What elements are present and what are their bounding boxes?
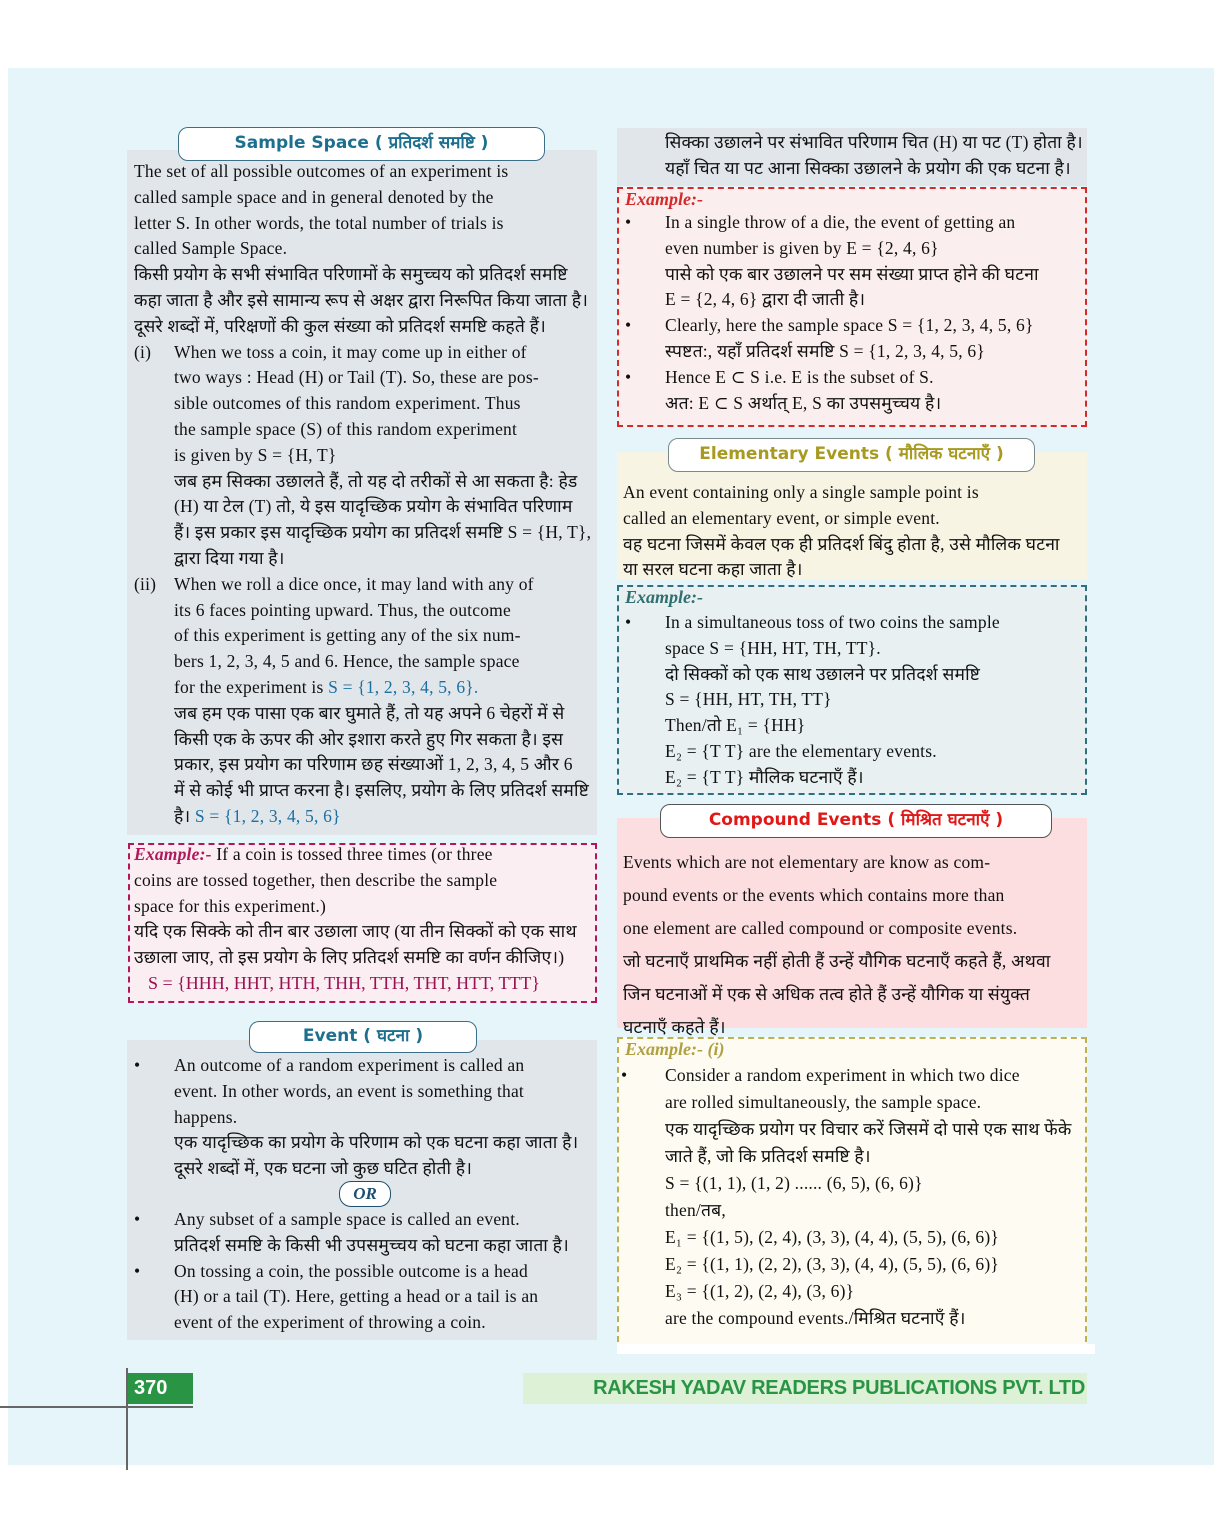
list-marker: (ii) — [134, 573, 157, 594]
text-line — [134, 159, 596, 185]
line-text: are the compound events./मिश्रित घटनाएँ हैं। — [665, 1308, 966, 1328]
event-heading: Event ( घटना ) — [249, 1021, 477, 1053]
line-text: called sample space and in general denoted by the — [134, 186, 494, 207]
text-line — [617, 287, 1085, 313]
bullet-icon: • — [134, 1209, 141, 1229]
text-line — [134, 236, 596, 262]
line-text: यहाँ चित या पट आना सिक्का उछालने के प्रयोग की एक घटना है। — [665, 157, 1071, 178]
text-line — [134, 623, 596, 649]
text-line — [134, 1259, 596, 1285]
text-line — [617, 262, 1085, 288]
text-line — [134, 701, 596, 727]
text-line — [623, 557, 1085, 583]
line-text: हैं। इस प्रकार इस यादृच्छिक प्रयोग का प्रतिदर्श समष्टि S = {H, T}, — [174, 522, 592, 543]
coins-example-text — [617, 610, 1085, 791]
line-text: S = {(1, 1), (1, 2) ...... (6, 5), (6, 6)} — [665, 1173, 923, 1193]
text-line — [623, 480, 1085, 506]
line-text: then/तब, — [665, 1200, 726, 1220]
text-line — [617, 236, 1085, 262]
line-text: called Sample Space. — [134, 238, 288, 259]
text-line — [134, 868, 596, 894]
text-line — [134, 546, 596, 572]
text-line — [134, 1053, 596, 1079]
line-text: Any subset of a sample space is called an event. — [174, 1209, 520, 1229]
text-line — [134, 649, 596, 675]
line-text: दो सिक्कों को एक साथ उछालने पर प्रतिदर्श समष्टि — [665, 663, 981, 684]
line-text: Hence E ⊂ S i.e. E is the subset of S. — [665, 366, 934, 387]
line-text: E₁ = {(1, 5), (2, 4), (3, 3), (4, 4), (5, 5), (6, 6)} — [665, 1227, 999, 1247]
line-text: प्रकार, इस प्रयोग का परिणाम छह संख्याओं 1, 2, 3, 4, 5 और 6 — [174, 754, 573, 775]
line-text: In a single throw of a die, the event of getting an — [665, 212, 1016, 232]
line-text: On tossing a coin, the possible outcome is a head — [174, 1260, 528, 1281]
line-text: दूसरे शब्दों में, एक घटना जो कुछ घटित होती है। — [174, 1158, 473, 1179]
line-text: Consider a random experiment in which two dice — [665, 1065, 1020, 1085]
line-text: If a coin is tossed three times (or three — [211, 844, 493, 864]
line-text: event of the experiment of throwing a coin. — [174, 1312, 486, 1333]
line-text: called an elementary event, or simple event. — [623, 507, 940, 528]
or-badge: OR — [339, 1181, 391, 1207]
text-line — [623, 846, 1085, 879]
sample-space-heading: Sample Space ( प्रतिदर्श समष्टि ) — [178, 127, 545, 161]
bullet-icon: • — [625, 612, 632, 632]
text-line — [134, 894, 596, 920]
publisher-banner: RAKESH YADAV READERS PUBLICATIONS PVT. LTD — [523, 1373, 1087, 1404]
text-line — [134, 469, 596, 495]
text-line — [134, 945, 596, 971]
text-line — [134, 1130, 596, 1156]
text-line — [134, 391, 596, 417]
line-text: जाते हैं, जो कि प्रतिदर्श समष्टि है। — [665, 1146, 871, 1166]
line-text: (H) or a tail (T). Here, getting a head or a tail is an — [174, 1286, 539, 1307]
coin-example-text — [134, 842, 596, 971]
line-text: कहा जाता है और इसे सामान्य रूप से अक्षर द्वारा निरूपित किया जाता है। — [134, 289, 589, 310]
text-line — [134, 494, 596, 520]
text-line — [617, 1197, 1085, 1224]
text-line — [665, 130, 1085, 156]
text-line — [617, 210, 1085, 236]
highlighted-set: S = {1, 2, 3, 4, 5, 6} — [194, 805, 341, 826]
example-label: Example:- — [134, 844, 212, 864]
line-text: bers 1, 2, 3, 4, 5 and 6. Hence, the sample space — [174, 651, 520, 672]
text-line — [134, 804, 596, 830]
list-marker: (i) — [134, 341, 152, 362]
line-text: event. In other words, an event is something that — [174, 1080, 524, 1101]
text-line — [134, 443, 596, 469]
coin-example-answer: S = {HHH, HHT, HTH, THH, TTH, THT, HTT, TTT} — [148, 973, 541, 993]
line-text: space S = {HH, HT, TH, TT}. — [665, 637, 881, 658]
crop-mark-horizontal — [0, 1406, 193, 1408]
line-text: even number is given by E = {2, 4, 6} — [665, 237, 939, 258]
text-line — [134, 1284, 596, 1310]
line-text: of this experiment is getting any of the six num- — [174, 625, 521, 646]
line-text: किसी एक के ऊपर की ओर इशारा करते हुए गिर सकता है। इस — [174, 728, 564, 749]
text-line — [617, 739, 1085, 765]
line-text: When we toss a coin, it may come up in either of — [174, 341, 527, 362]
text-line — [617, 662, 1085, 688]
line-text: In a simultaneous toss of two coins the sample — [665, 612, 1000, 632]
line-text: E₂ = {T T} मौलिक घटनाएँ हैं। — [665, 766, 864, 787]
text-line — [617, 1278, 1085, 1305]
text-line — [617, 391, 1085, 417]
text-line — [617, 636, 1085, 662]
line-text: letter S. In other words, the total number of trials is — [134, 212, 504, 233]
text-line — [134, 314, 596, 340]
line-text: सिक्का उछालने पर संभावित परिणाम चित (H) या पट (T) होता है। — [665, 132, 1083, 152]
text-line — [134, 1310, 596, 1336]
text-line — [134, 572, 596, 598]
bullet-icon: • — [134, 1055, 141, 1075]
text-line — [134, 778, 596, 804]
sample-space-text — [134, 159, 596, 830]
text-line — [623, 912, 1085, 945]
event-text — [134, 1053, 596, 1182]
line-text: An event containing only a single sample point is — [623, 482, 979, 502]
die-example-text — [617, 210, 1085, 416]
line-text: for the experiment is — [174, 676, 329, 697]
text-line — [617, 1062, 1085, 1089]
text-line — [617, 1170, 1085, 1197]
text-line — [134, 262, 596, 288]
text-line — [623, 978, 1085, 1011]
text-line — [617, 1116, 1085, 1143]
coin-event-text — [665, 130, 1085, 182]
text-line — [134, 598, 596, 624]
line-text: यदि एक सिक्के को तीन बार उछाला जाए (या तीन सिक्कों को एक साथ — [134, 921, 577, 942]
text-line — [617, 1089, 1085, 1116]
line-text: An outcome of a random experiment is called an — [174, 1055, 525, 1075]
line-text: (H) या टेल (T) तो, ये इस यादृच्छिक प्रयोग के संभावित परिणाम — [174, 496, 573, 517]
line-text: pound events or the events which contains more than — [623, 885, 1005, 905]
text-line — [134, 1105, 596, 1131]
line-text: है। — [174, 805, 195, 826]
line-text: The set of all possible outcomes of an experiment is — [134, 161, 509, 181]
compound-heading: Compound Events ( मिश्रित घटनाएँ ) — [660, 804, 1052, 838]
text-line — [134, 727, 596, 753]
dice-example-label: Example:- (i) — [625, 1039, 725, 1059]
bullet-icon: • — [621, 1065, 628, 1085]
line-text: जब हम सिक्का उछालते हैं, तो यह दो तरीकों से आ सकता है: हेड — [174, 470, 578, 491]
text-line — [617, 339, 1085, 365]
text-line — [617, 687, 1085, 713]
bullet-icon: • — [625, 212, 632, 232]
text-line — [134, 1156, 596, 1182]
line-text: the sample space (S) of this random experiment — [174, 418, 518, 439]
text-line — [134, 1079, 596, 1105]
line-text: जिन घटनाओं में एक से अधिक तत्व होते हैं उन्हें यौगिक या संयुक्त — [623, 984, 1031, 1004]
line-text: पासे को एक बार उछालने पर सम संख्या प्राप्त होने की घटना — [665, 263, 1039, 284]
line-text: में से कोई भी प्राप्त करना है। इसलिए, प्रयोग के लिए प्रतिदर्श समष्टि — [174, 780, 590, 801]
text-line — [134, 752, 596, 778]
line-text: प्रतिदर्श समष्टि के किसी भी उपसमुच्चय को घटना कहा जाता है। — [174, 1234, 569, 1255]
text-line — [617, 1305, 1085, 1332]
line-text: Then/तो E₁ = {HH} — [665, 715, 806, 736]
text-line — [134, 1233, 596, 1259]
text-line — [134, 288, 596, 314]
text-line — [134, 520, 596, 546]
text-line — [617, 713, 1085, 739]
text-line — [617, 1251, 1085, 1278]
line-text: वह घटना जिसमें केवल एक ही प्रतिदर्श बिंदु होता है, उसे मौलिक घटना — [623, 533, 1060, 554]
bullet-icon: • — [134, 1260, 141, 1281]
line-text: is given by S = {H, T} — [174, 444, 337, 465]
line-text: two ways : Head (H) or Tail (T). So, these are pos- — [174, 367, 539, 388]
line-text: its 6 faces pointing upward. Thus, the outcome — [174, 599, 511, 620]
text-line — [134, 1207, 596, 1233]
text-line — [134, 842, 596, 868]
text-line — [617, 1143, 1085, 1170]
elementary-text — [623, 480, 1085, 583]
elementary-heading: Elementary Events ( मौलिक घटनाएँ ) — [668, 438, 1035, 472]
bullet-icon: • — [625, 315, 632, 336]
text-line — [623, 506, 1085, 532]
crop-mark-vertical — [126, 1368, 128, 1470]
line-text: अत: E ⊂ S अर्थात् E, S का उपसमुच्चय है। — [665, 392, 942, 413]
line-text: space for this experiment.) — [134, 895, 326, 916]
line-text: एक यादृच्छिक का प्रयोग के परिणाम को एक घटना कहा जाता है। — [174, 1132, 579, 1153]
line-text: Events which are not elementary are know as com- — [623, 852, 991, 872]
line-text: S = {HH, HT, TH, TT} — [665, 689, 832, 710]
line-text: sible outcomes of this random experiment. Thus — [174, 393, 521, 414]
compound-text — [623, 846, 1085, 1044]
text-line — [617, 313, 1085, 339]
text-line — [134, 365, 596, 391]
line-text: When we roll a dice once, it may land with any of — [174, 573, 534, 594]
line-text: E = {2, 4, 6} द्वारा दी जाती है। — [665, 289, 866, 310]
line-text: घटनाएँ कहते हैं। — [623, 1017, 726, 1037]
coins-example-label: Example:- — [625, 587, 703, 607]
text-line — [665, 156, 1085, 182]
line-text: जो घटनाएँ प्राथमिक नहीं होती हैं उन्हें यौगिक घटनाएँ कहते हैं, अथवा — [623, 951, 1051, 971]
text-line — [134, 340, 596, 366]
highlighted-set: S = {1, 2, 3, 4, 5, 6}. — [328, 676, 479, 697]
text-line — [617, 765, 1085, 791]
text-line — [617, 1224, 1085, 1251]
bullet-icon: • — [625, 366, 632, 387]
line-text: स्पष्टत:, यहाँ प्रतिदर्श समष्टि S = {1, 2, 3, 4, 5, 6} — [665, 340, 985, 361]
die-example-label: Example:- — [625, 189, 703, 209]
line-text: जब हम एक पासा एक बार घुमाते हैं, तो यह अपने 6 चेहरों में से — [174, 702, 565, 723]
line-text: एक यादृच्छिक प्रयोग पर विचार करें जिसमें दो पासे एक साथ फेंके — [665, 1119, 1072, 1139]
text-line — [134, 211, 596, 237]
dice-example-bottom — [617, 1344, 1095, 1354]
text-line — [617, 365, 1085, 391]
text-line — [623, 532, 1085, 558]
line-text: या सरल घटना कहा जाता है। — [623, 559, 803, 580]
text-line — [623, 879, 1085, 912]
line-text: Clearly, here the sample space S = {1, 2, 3, 4, 5, 6} — [665, 315, 1034, 336]
event-text-2 — [134, 1207, 596, 1336]
line-text: happens. — [174, 1106, 238, 1127]
line-text: E₃ = {(1, 2), (2, 4), (3, 6)} — [665, 1281, 855, 1301]
line-text: E₂ = {(1, 1), (2, 2), (3, 3), (4, 4), (5, 5), (6, 6)} — [665, 1254, 999, 1274]
line-text: E₂ = {T T} are the elementary events. — [665, 740, 937, 761]
text-line — [617, 610, 1085, 636]
text-line — [134, 417, 596, 443]
line-text: किसी प्रयोग के सभी संभावित परिणामों के समुच्चय को प्रतिदर्श समष्टि — [134, 264, 568, 285]
text-line — [623, 945, 1085, 978]
text-line — [134, 919, 596, 945]
dice-example-text — [617, 1062, 1085, 1332]
line-text: दूसरे शब्दों में, परिक्षणों की कुल संख्या को प्रतिदर्श समष्टि कहते हैं। — [134, 315, 546, 336]
line-text: उछाला जाए, तो इस प्रयोग के लिए प्रतिदर्श समष्टि का वर्णन कीजिए।) — [134, 947, 565, 968]
line-text: are rolled simultaneously, the sample space. — [665, 1092, 982, 1112]
line-text: coins are tossed together, then describe the sample — [134, 869, 498, 890]
page-number: 370 — [128, 1373, 193, 1404]
line-text: द्वारा दिया गया है। — [174, 547, 285, 568]
line-text: one element are called compound or composite events. — [623, 918, 1018, 938]
text-line — [134, 185, 596, 211]
text-line — [134, 675, 596, 701]
